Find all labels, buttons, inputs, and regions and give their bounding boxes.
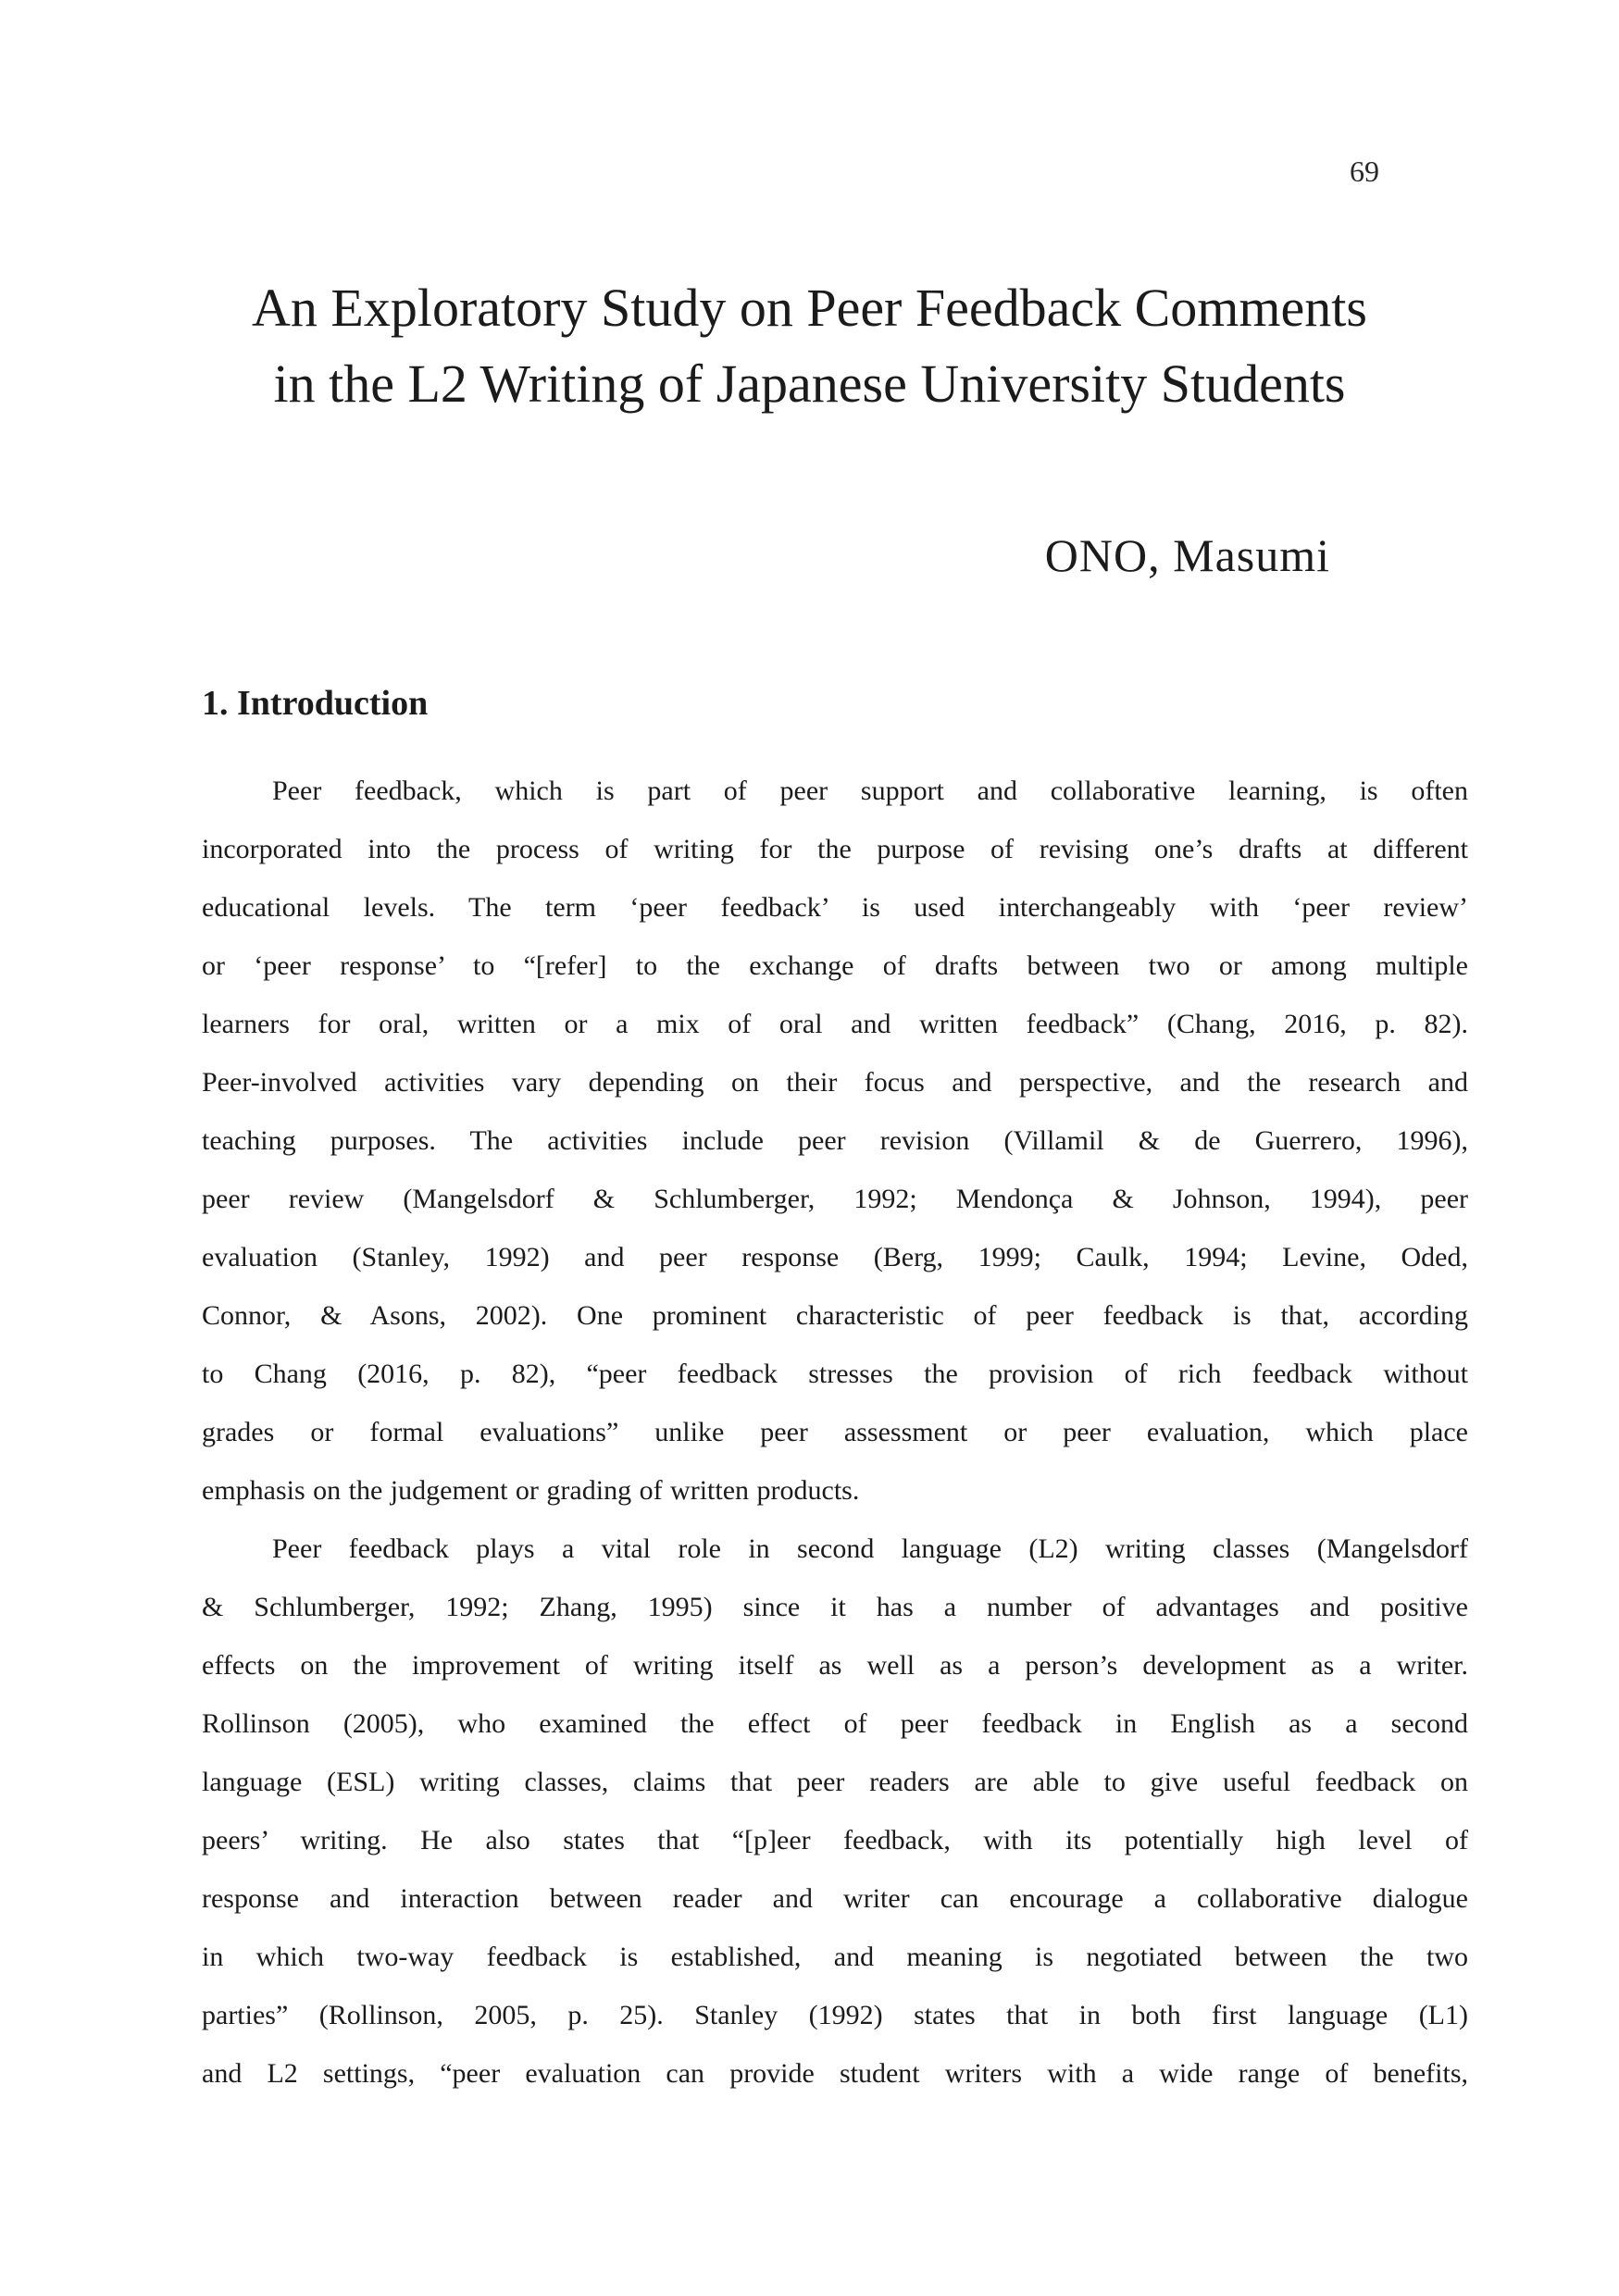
paragraph — [202, 762, 1468, 1520]
body-line: to Chang (2016, p. 82), “peer feedback stresses the provision of rich feedback without — [202, 1359, 1468, 1389]
body-line: grades or formal evaluations” unlike peer assessment or peer evaluation, which place — [202, 1417, 1468, 1447]
title-line-2: in the L2 Writing of Japanese University Students — [273, 354, 1346, 414]
body-line: learners for oral, written or a mix of oral and written feedback” (Chang, 2016, p. 82). — [202, 1009, 1468, 1039]
body-line: Rollinson (2005), who examined the effect of peer feedback in English as a second — [202, 1708, 1468, 1739]
body-line: teaching purposes. The activities include peer revision (Villamil & de Guerrero, 1996), — [202, 1125, 1468, 1156]
body-line: effects on the improvement of writing itself as well as a person’s development as a writer. — [202, 1650, 1468, 1681]
body-line: and L2 settings, “peer evaluation can provide student writers with a wide range of benefits, — [202, 2058, 1468, 2089]
title-line-1: An Exploratory Study on Peer Feedback Comments — [252, 278, 1367, 338]
body-text — [202, 762, 1468, 2103]
page-number: 69 — [1350, 155, 1379, 188]
body-line: Connor, & Asons, 2002). One prominent characteristic of peer feedback is that, according — [202, 1300, 1468, 1331]
author-name: ONO, Masumi — [1044, 529, 1330, 581]
section-heading-introduction: 1. Introduction — [202, 684, 429, 723]
body-line: response and interaction between reader and writer can encourage a collaborative dialogue — [202, 1883, 1468, 1914]
body-line: Peer feedback, which is part of peer support and collaborative learning, is often — [272, 776, 1468, 806]
body-line: peer review (Mangelsdorf & Schlumberger, 1992; Mendonça & Johnson, 1994), peer — [202, 1184, 1468, 1214]
body-line: Peer-involved activities vary depending on their focus and perspective, and the research and — [202, 1067, 1468, 1098]
paragraph — [202, 1520, 1468, 2103]
body-line: educational levels. The term ‘peer feedback’ is used interchangeably with ‘peer review’ — [202, 892, 1468, 923]
body-line: evaluation (Stanley, 1992) and peer response (Berg, 1999; Caulk, 1994; Levine, Oded, — [202, 1242, 1468, 1272]
body-line: & Schlumberger, 1992; Zhang, 1995) since it has a number of advantages and positive — [202, 1592, 1468, 1622]
body-line: peers’ writing. He also states that “[p]eer feedback, with its potentially high level of — [202, 1825, 1468, 1855]
body-line: Peer feedback plays a vital role in second language (L2) writing classes (Mangelsdorf — [272, 1533, 1468, 1564]
paper-title — [0, 270, 1619, 422]
body-line: in which two-way feedback is established, and meaning is negotiated between the two — [202, 1942, 1468, 1972]
body-line: parties” (Rollinson, 2005, p. 25). Stanley (1992) states that in both first language (L1) — [202, 2000, 1468, 2030]
body-line: language (ESL) writing classes, claims that peer readers are able to give useful feedback on — [202, 1767, 1468, 1797]
body-line: emphasis on the judgement or grading of written products. — [202, 1475, 860, 1506]
body-line: or ‘peer response’ to “[refer] to the exchange of drafts between two or among multiple — [202, 950, 1468, 981]
body-line: incorporated into the process of writing for the purpose of revising one’s drafts at different — [202, 834, 1468, 864]
